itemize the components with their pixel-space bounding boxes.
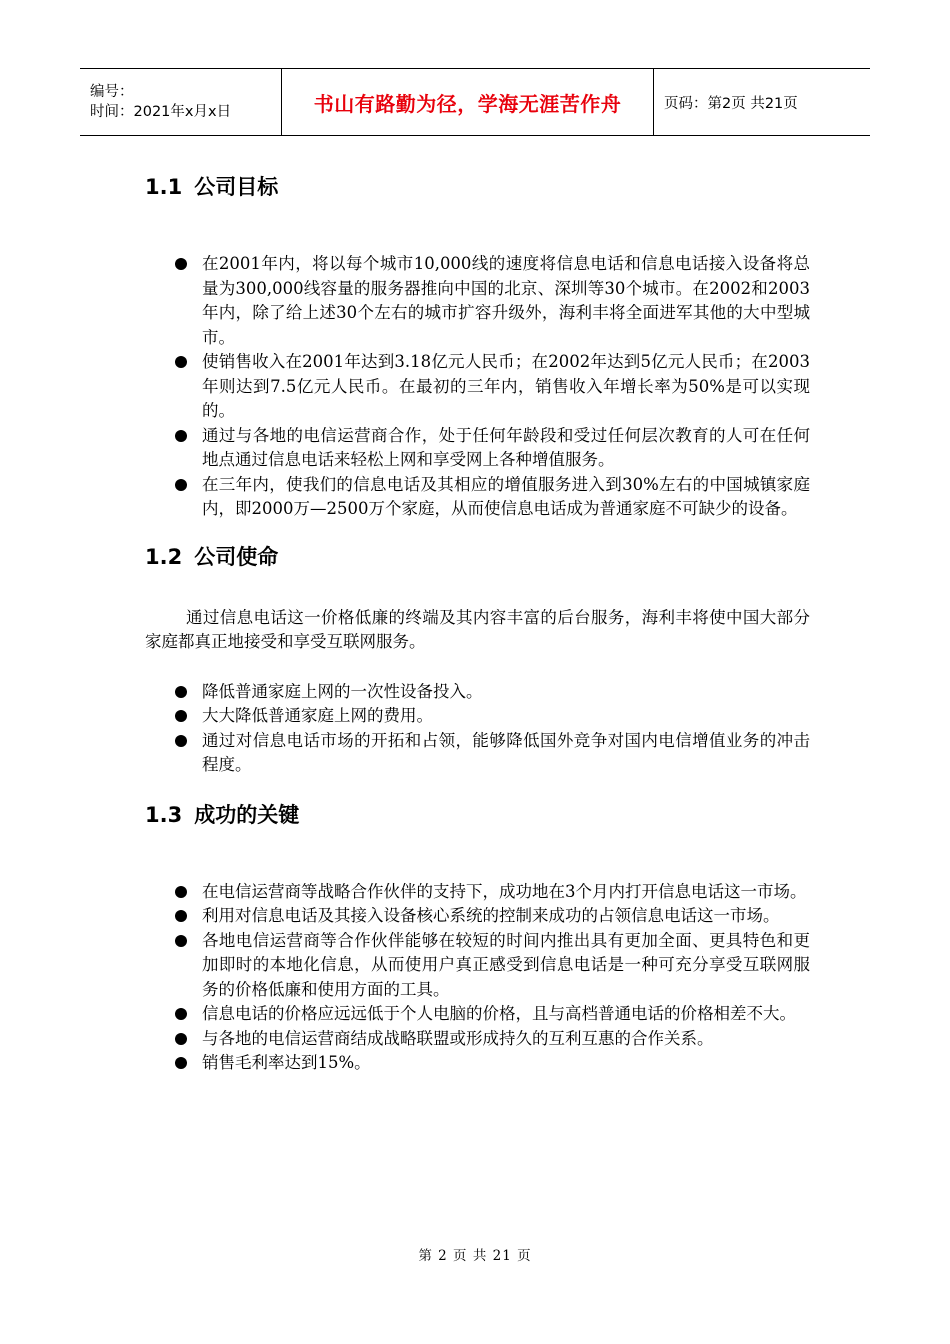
- bullet-dot-icon: [175, 356, 187, 368]
- section-number: 1.1: [145, 175, 183, 199]
- list-item: 降低普通家庭上网的一次性设备投入。: [145, 680, 810, 705]
- mission-list: [145, 680, 810, 778]
- list-item: 与各地的电信运营商结成战略联盟或形成持久的互利互惠的合作关系。: [145, 1027, 810, 1052]
- bullet-dot-icon: [175, 258, 187, 270]
- header-page-info: 页码：第2页 共21页: [664, 95, 798, 112]
- bullet-dot-icon: [175, 1057, 187, 1069]
- section-title-text: 公司使命: [194, 544, 279, 569]
- header-motto: 书山有路勤为径，学海无涯苦作舟: [313, 91, 622, 116]
- list-item: 通过对信息电话市场的开拓和占领，能够降低国外竞争对国内电信增值业务的冲击程度。: [145, 729, 810, 778]
- bullet-dot-icon: [175, 735, 187, 747]
- section-title-mission: [145, 542, 810, 572]
- page-header: [80, 68, 870, 136]
- bullet-dot-icon: [175, 710, 187, 722]
- page-footer: 第 2 页 共 21 页: [418, 1248, 532, 1264]
- bullet-dot-icon: [175, 686, 187, 698]
- mission-paragraph: 通过信息电话这一价格低廉的终端及其内容丰富的后台服务，海利丰将使中国大部分家庭都真正地接受和享受互联网服务。: [145, 607, 810, 651]
- list-item: 在三年内，使我们的信息电话及其相应的增值服务进入到30%左右的中国城镇家庭内，即2000万—2500万个家庭，从而使信息电话成为普通家庭不可缺少的设备。: [145, 473, 810, 522]
- section-title-keys: [145, 800, 810, 830]
- bullet-dot-icon: [175, 479, 187, 491]
- header-number-label: 编号：: [90, 84, 134, 100]
- header-left-cell: [80, 69, 282, 135]
- goals-list: [145, 252, 810, 522]
- section-title-goals: [145, 172, 810, 202]
- section-number: 1.2: [145, 544, 183, 569]
- list-item: 使销售收入在2001年达到3.18亿元人民币；在2002年达到5亿元人民币；在2003年则达到7.5亿元人民币。在最初的三年内，销售收入年增长率为50%是可以实现的。: [145, 350, 810, 424]
- keys-list: [145, 880, 810, 1076]
- section-number: 1.3: [145, 802, 183, 827]
- list-item: 在2001年内，将以每个城市10,000线的速度将信息电话和信息电话接入设备将总量为300,000线容量的服务器推向中国的北京、深圳等30个城市。在2002和2003年内，除了给上述30个左右的城市扩容升级外，海利丰将全面进军其他的大中型城市。: [145, 252, 810, 350]
- header-motto-cell: [282, 69, 654, 135]
- bullet-dot-icon: [175, 1033, 187, 1045]
- list-item: 销售毛利率达到15%。: [145, 1051, 810, 1076]
- bullet-dot-icon: [175, 886, 187, 898]
- section-title-text: 成功的关键: [194, 802, 300, 827]
- bullet-dot-icon: [175, 1008, 187, 1020]
- bullet-dot-icon: [175, 935, 187, 947]
- section-title-text: 公司目标: [194, 175, 279, 199]
- list-item: 各地电信运营商等合作伙伴能够在较短的时间内推出具有更加全面、更具特色和更加即时的本地化信息，从而使用户真正感受到信息电话是一种可充分享受互联网服务的价格低廉和使用方面的工具。: [145, 929, 810, 1003]
- header-page-info-cell: [654, 69, 870, 135]
- header-date: 时间：2021年x月x日: [90, 104, 232, 120]
- list-item: 通过与各地的电信运营商合作，处于任何年龄段和受过任何层次教育的人可在任何地点通过信息电话来轻松上网和享受网上各种增值服务。: [145, 424, 810, 473]
- bullet-dot-icon: [175, 910, 187, 922]
- document-body: [145, 150, 810, 1076]
- bullet-dot-icon: [175, 430, 187, 442]
- list-item: 大大降低普通家庭上网的费用。: [145, 704, 810, 729]
- list-item: 在电信运营商等战略合作伙伴的支持下，成功地在3个月内打开信息电话这一市场。: [145, 880, 810, 905]
- list-item: 信息电话的价格应远远低于个人电脑的价格，且与高档普通电话的价格相差不大。: [145, 1002, 810, 1027]
- list-item: 利用对信息电话及其接入设备核心系统的控制来成功的占领信息电话这一市场。: [145, 904, 810, 929]
